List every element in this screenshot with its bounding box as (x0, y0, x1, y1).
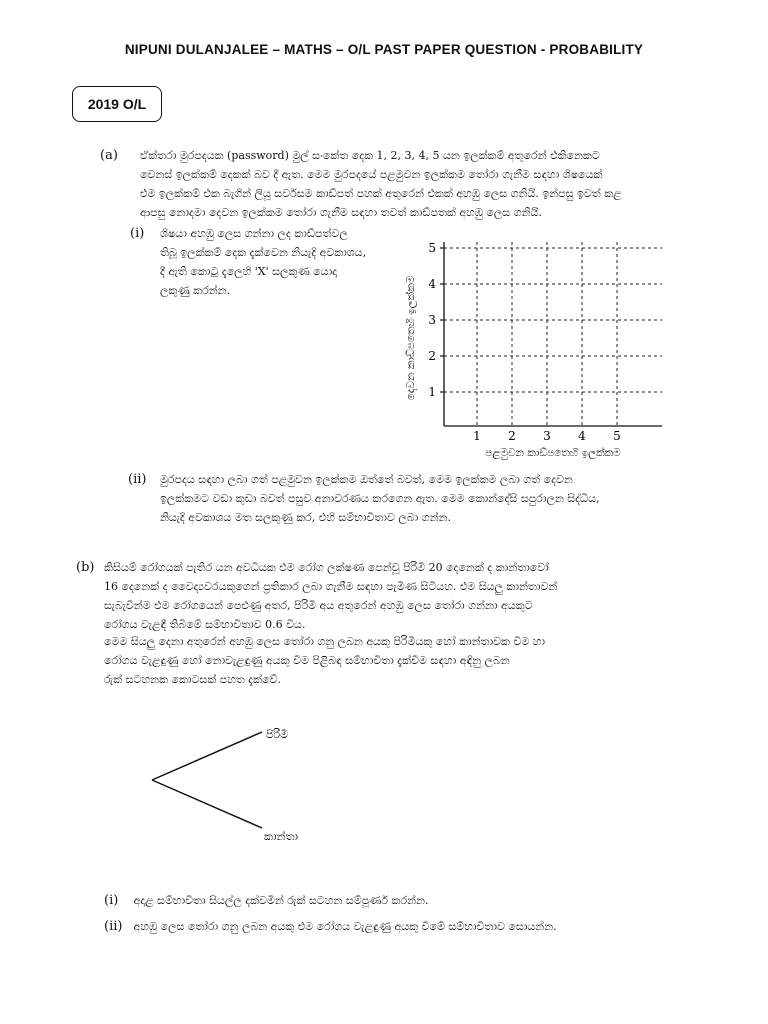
part-b-line: කිසියම් රෝගයක් පැතිර යන අවධියක එම රෝග ලක්ෂණ පෙන්වූ පිරිමි 20 දෙනෙක් ද කාන්තාවෝ (104, 561, 549, 574)
part-b-label: (b) (76, 560, 95, 575)
sample-space-grid (400, 228, 670, 468)
y-tick-label: 4 (428, 277, 436, 291)
part-a-line: ඒක්තරා මුරපදයක (password) මුල් සංකේත දෙක 1, 2, 3, 4, 5 යන ඉලක්කම් අතුරෙන් එකිනෙකට (140, 149, 600, 162)
q1-line: ශිෂයා අහඹු ලෙස ගන්නා ලද කාඩ්පත්වල (160, 227, 348, 240)
part-b-line: රෝගය වැළඳුණු හෝ නොවැළඳුණු අයකු වීම පිළිබඳ සම්භාවිතා දැක්වීම සඳහා අඳිනු ලබන (104, 654, 510, 667)
part-b-line: 16 දෙනෙක් ද වෛද්‍යවරයකුගෙන් ප්‍රතිකාර ලබා ගැනීම සඳහා පැමිණ සිටියහ. එම සියලු කාන්තාවන් (104, 580, 558, 593)
question-text: අහඹු ලෙස තෝරා ගනු ලබන අයකු එම රෝගය වැළඳුණු අයකු වීමේ සම්භාවිතාව සොයන්න. (133, 920, 557, 933)
part-a-q2-label: (ii) (128, 472, 147, 487)
q1-line: ලකුණු කරන්න. (160, 284, 231, 297)
part-b-para2 (104, 632, 674, 689)
part-a-line: එම ඉලක්කම් එක බැගින් ලියූ සර්වසම කාඩ්පත් පහක් අතුරෙන් එකක් අහඹු ලෙස ගනියි. ඉන්පසු ඉවත් කළ (140, 187, 622, 200)
tree-branch-bottom (152, 780, 262, 828)
tree-branch-top (152, 732, 262, 780)
part-b-question-2 (104, 919, 557, 934)
y-tick-label: 1 (428, 385, 436, 399)
page-header: NIPUNI DULANJALEE – MATHS – O/L PAST PAPER QUESTION - PROBABILITY (124, 42, 644, 57)
part-a-line: වෙනස් ඉලක්කම් දෙකක් බව දී ඇත. මෙම මුරපදයේ පළමුවන ඉලක්කම තෝරා ගැනීම සඳහා ශිෂයෙක් (140, 168, 603, 181)
y-tick-label: 5 (428, 241, 436, 255)
part-a-q2-text (160, 470, 680, 527)
question-number: (i) (104, 893, 119, 908)
q1-line: තිබූ ඉලක්කම් දෙක දැක්වෙන නියැදි අවකාශය, (160, 246, 367, 259)
part-a-q1-label: (i) (130, 226, 145, 241)
y-axis-label: දෙවන කාඩ්පතෙහි ඉලක්කම (405, 275, 417, 401)
part-a-line: ආපසු නොදමා දෙවන ඉලක්කම තෝරා ගැනීම සඳහා තවත් කාඩ්පතක් අහඹු ලෙස ගනියි. (140, 206, 542, 219)
part-a-text (140, 146, 680, 222)
part-b-para1 (104, 558, 674, 634)
x-tick-label: 2 (508, 429, 516, 443)
x-tick-label: 1 (473, 429, 481, 443)
q1-line: දී ඇති කොටු දැලෙහි 'X' සලකුණ යොදා (160, 265, 338, 278)
x-tick-label: 3 (543, 429, 551, 443)
tree-diagram (140, 720, 360, 850)
question-number: (ii) (104, 919, 123, 934)
part-b-line: රුක් සටහනක කොටසක් පහත දැක්වේ. (104, 673, 281, 686)
y-tick-label: 3 (428, 313, 436, 327)
part-a-q1-text (160, 224, 392, 300)
q2-line: මුරපදය සඳහා ලබා ගත් පළමුවන ඉලක්කම ඔත්තේ බවත්, මෙම ඉලක්කම ලබා ගත් දෙවන (160, 473, 573, 486)
part-b-question-1 (104, 893, 429, 908)
part-b-line: සැබැවින්ම එම රෝගයෙන් පෙළුණු අතර, පිරිමි අය අතුරෙන් අහඹු ලෙස තෝරා ගන්නා අයකුට (104, 599, 533, 612)
question-text: අදාළ සම්භාවිතා සියල්ල දක්වමින් රුක් සටහන සම්පූර්ණ කරන්න. (133, 894, 429, 907)
x-axis-label: පළමුවන කාඩ්පතෙහි ඉලක්කම (485, 447, 621, 459)
year-badge: 2019 O/L (72, 86, 162, 122)
tree-label-top: පිරිමි (266, 728, 288, 741)
part-a-label: (a) (100, 148, 118, 163)
part-b-line: මෙම සියලු දෙනා අතුරෙන් අහඹු ලෙස තෝරා ගනු ලබන අයකු පිරිමියකු හෝ කාන්තාවක වීම හා (104, 635, 546, 648)
y-tick-label: 2 (428, 349, 436, 363)
part-b-line: රෝගය වැළඳී තිබීමේ සම්භාවිතාව 0.6 විය. (104, 618, 306, 631)
x-tick-label: 4 (578, 429, 586, 443)
tree-label-bottom: කාන්තා (264, 830, 299, 843)
q2-line: නියැදි අවකාශය මත සලකුණු කර, එහි සම්භාවිතාව ලබා ගන්න. (160, 511, 451, 524)
q2-line: ඉලක්කමට වඩා කුඩා බවත් පසුව අනාවරණය කරගෙන ඇත. මෙම කොන්දේසි සපුරාලන සිද්ධිය, (160, 492, 600, 505)
x-tick-label: 5 (613, 429, 621, 443)
